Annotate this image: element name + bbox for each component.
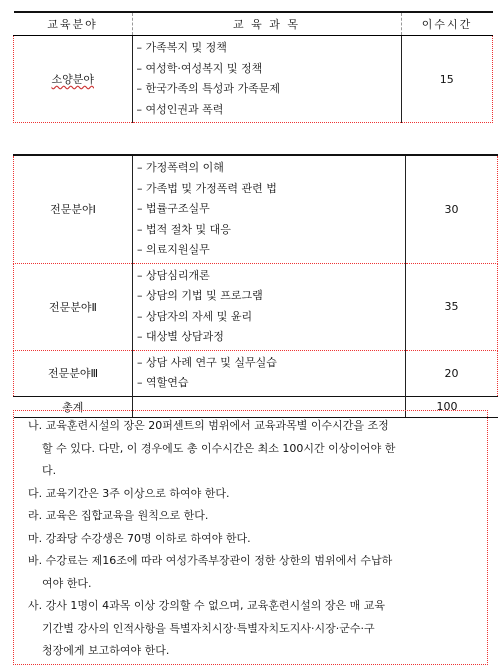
subject-item: – 법적 절차 및 대응	[137, 220, 405, 241]
header-hours: 이수시간	[401, 12, 493, 36]
subject-list	[133, 263, 406, 350]
subject-list	[132, 36, 401, 123]
subject-item: – 한국가족의 특성과 가족문제	[137, 79, 401, 100]
subject-list	[133, 350, 406, 396]
field-cell: 전문분야Ⅱ	[14, 263, 133, 350]
header-field: 교육분야	[14, 12, 133, 36]
hours-cell: 35	[406, 263, 498, 350]
subject-item: – 가족법 및 가정폭력 관련 법	[137, 179, 405, 200]
subject-item: – 상담의 기법 및 프로그램	[137, 286, 405, 307]
subject-item: – 상담자의 자세 및 윤리	[137, 307, 405, 328]
curriculum-table-top	[13, 11, 493, 123]
note-item: 다. 교육기간은 3주 이상으로 하여야 한다.	[28, 486, 230, 500]
note-item: 나. 교육훈련시설의 장은 20퍼센트의 범위에서 교육과목별 이수시간을 조정 할 수 있다. 다만, 이 경우에도 총 이수시간은 최소 100시간 이상이어야 한 다.	[28, 419, 396, 477]
subject-item: – 여성인권과 폭력	[137, 100, 401, 121]
subject-item: – 상담 사례 연구 및 실무실습	[137, 353, 405, 374]
subject-item: – 의료지원실무	[137, 240, 405, 261]
field-cell: 소양분야	[14, 36, 133, 123]
subject-item: – 상담심리개론	[137, 266, 405, 287]
subject-item: – 대상별 상담과정	[137, 327, 405, 348]
note-item: 사. 강사 1명이 4과목 이상 강의할 수 없으며, 교육훈련시설의 장은 매 교육 기간별 강사의 인적사항을 특별자치시장·특별자치도지사·시장·군수·구 청장에게 보고하여야 한다.	[28, 599, 385, 657]
subject-item: – 여성학·여성복지 및 정책	[137, 59, 401, 80]
curriculum-table-bottom	[13, 154, 498, 418]
field-cell: 전문분야Ⅲ	[14, 350, 133, 396]
subject-item: – 가정폭력의 이해	[137, 158, 405, 179]
field-cell: 전문분야Ⅰ	[14, 155, 133, 263]
subject-item: – 역할연습	[137, 373, 405, 394]
hours-cell: 15	[401, 36, 493, 123]
note-item: 라. 교육은 집합교육을 원칙으로 한다.	[28, 509, 209, 522]
notes-box	[13, 410, 488, 665]
note-item: 바. 수강료는 제16조에 따라 여성가족부장관이 정한 상한의 범위에서 수납하 여야 한다.	[28, 554, 393, 590]
total-label: 총계	[14, 396, 133, 417]
subject-item: – 가족복지 및 정책	[137, 38, 401, 59]
subject-list	[133, 155, 406, 263]
header-subjects: 교 육 과 목	[132, 12, 401, 36]
total-hours: 100	[406, 396, 498, 417]
hours-cell: 30	[406, 155, 498, 263]
subject-item: – 법률구조실무	[137, 199, 405, 220]
note-item: 마. 강좌당 수강생은 70명 이하로 하여야 한다.	[28, 531, 251, 545]
hours-cell: 20	[406, 350, 498, 396]
